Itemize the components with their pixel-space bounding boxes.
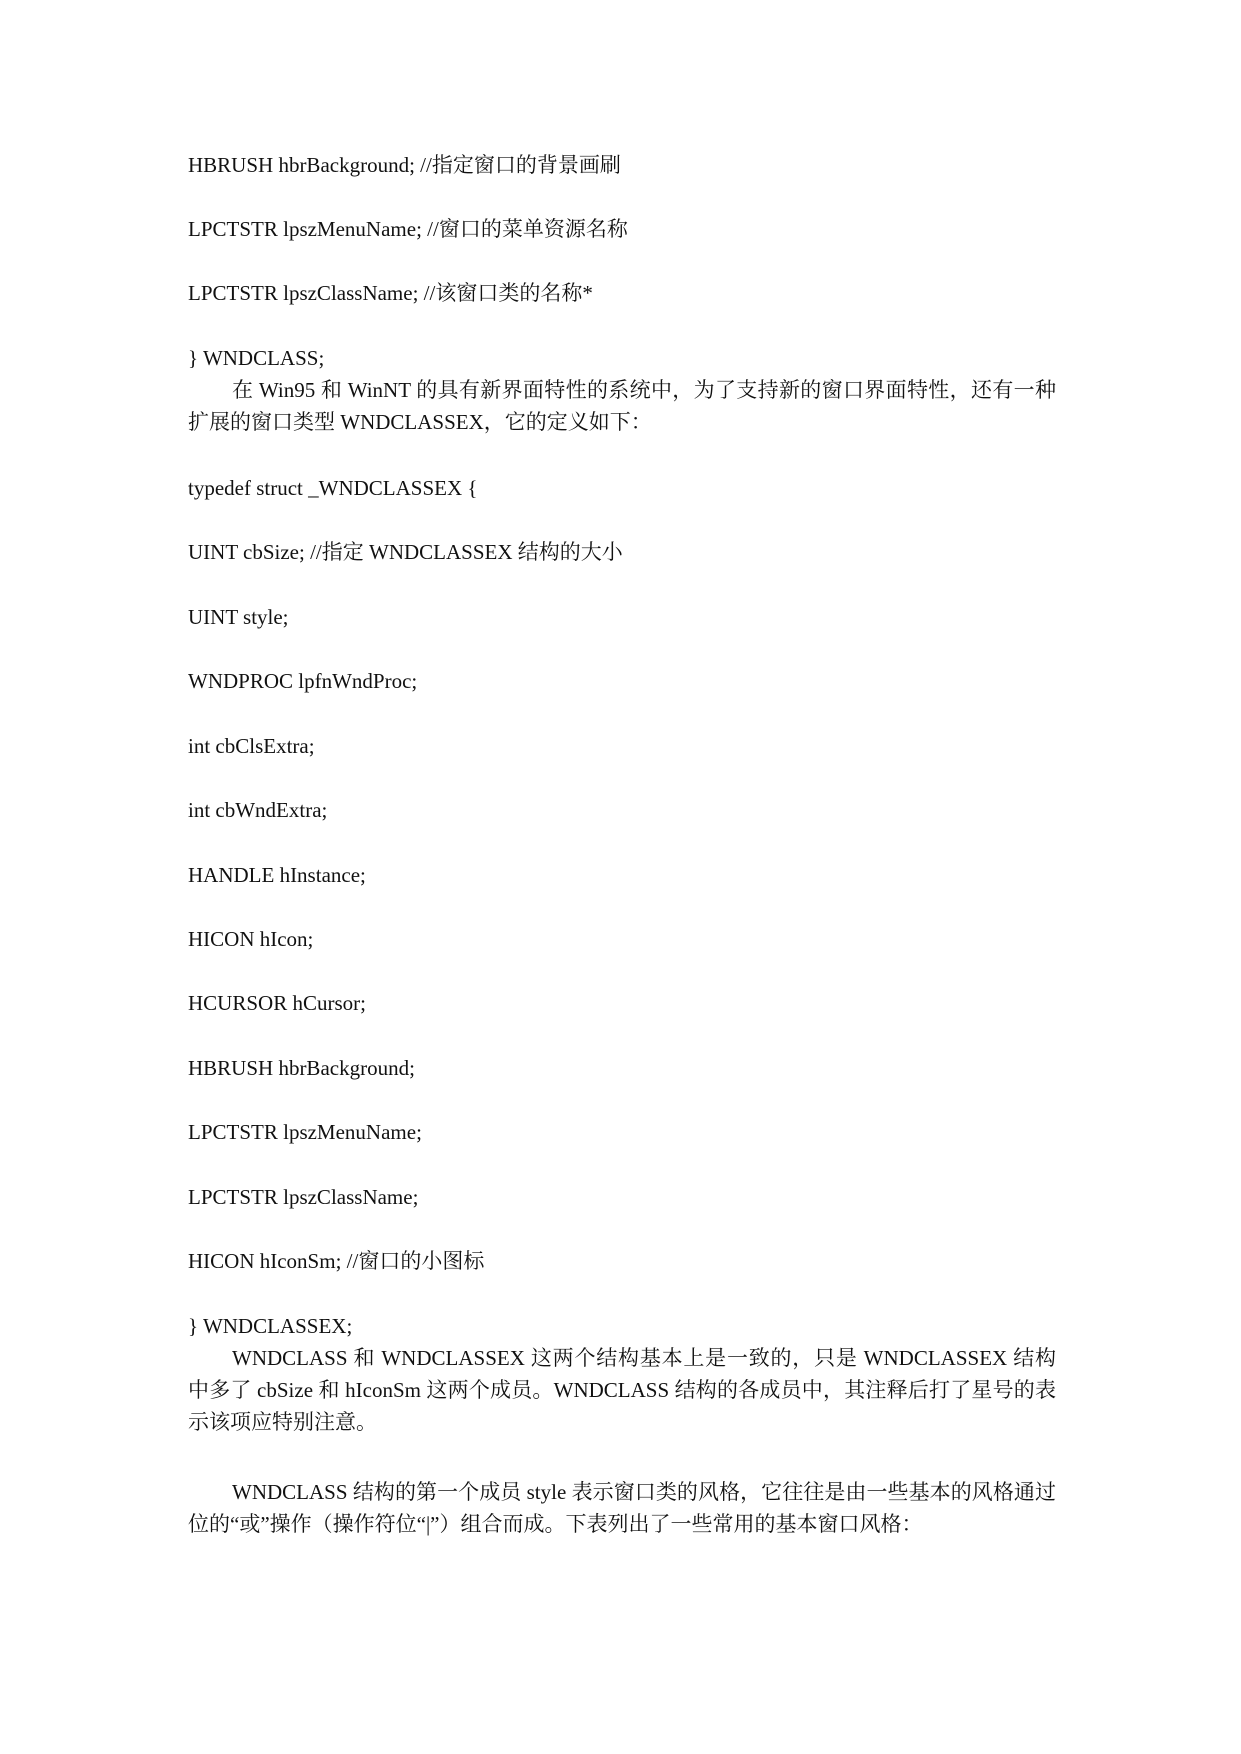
code-line-cbwndextra: int cbWndExtra;: [188, 798, 328, 822]
code-line-hbrbackground-comment: HBRUSH hbrBackground; //指定窗口的背景画刷: [188, 153, 621, 177]
code-line-wndclassex-end: } WNDCLASSEX;: [188, 1314, 353, 1338]
code-line-typedef-wndclassex: typedef struct _WNDCLASSEX {: [188, 476, 478, 500]
paragraph-wndclassex-intro: 在 Win95 和 WinNT 的具有新界面特性的系统中，为了支持新的窗口界面特性，还有一种扩展的窗口类型 WNDCLASSEX，它的定义如下：: [188, 378, 1056, 434]
code-line-cbclsextra: int cbClsExtra;: [188, 734, 315, 758]
paragraph-structure-comparison: WNDCLASS 和 WNDCLASSEX 这两个结构基本上是一致的，只是 WNDCLASSEX 结构中多了 cbSize 和 hIconSm 这两个成员。WNDCLASS 结构的各成员中，其注释后打了星号的表示该项应特别注意。: [188, 1346, 1056, 1434]
code-line-wndclass-end: } WNDCLASS;: [188, 346, 325, 370]
code-line-lpszclassname-comment: LPCTSTR lpszClassName; //该窗口类的名称*: [188, 281, 593, 305]
code-line-lpszmenuname: LPCTSTR lpszMenuName;: [188, 1120, 422, 1144]
paragraph-style-description: WNDCLASS 结构的第一个成员 style 表示窗口类的风格，它往往是由一些基本的风格通过位的“或”操作（操作符位“|”）组合而成。下表列出了一些常用的基本窗口风格：: [188, 1480, 1056, 1536]
code-line-hiconsm: HICON hIconSm; //窗口的小图标: [188, 1249, 485, 1273]
code-line-lpszclassname: LPCTSTR lpszClassName;: [188, 1185, 419, 1209]
code-line-cbsize: UINT cbSize; //指定 WNDCLASSEX 结构的大小: [188, 540, 623, 564]
code-line-lpfnwndproc: WNDPROC lpfnWndProc;: [188, 669, 418, 693]
code-line-hcursor: HCURSOR hCursor;: [188, 991, 366, 1015]
code-line-hinstance: HANDLE hInstance;: [188, 863, 366, 887]
code-line-lpszmenuname-comment: LPCTSTR lpszMenuName; //窗口的菜单资源名称: [188, 217, 628, 241]
code-line-hicon: HICON hIcon;: [188, 927, 314, 951]
code-line-hbrbackground: HBRUSH hbrBackground;: [188, 1056, 415, 1080]
code-line-style: UINT style;: [188, 605, 289, 629]
